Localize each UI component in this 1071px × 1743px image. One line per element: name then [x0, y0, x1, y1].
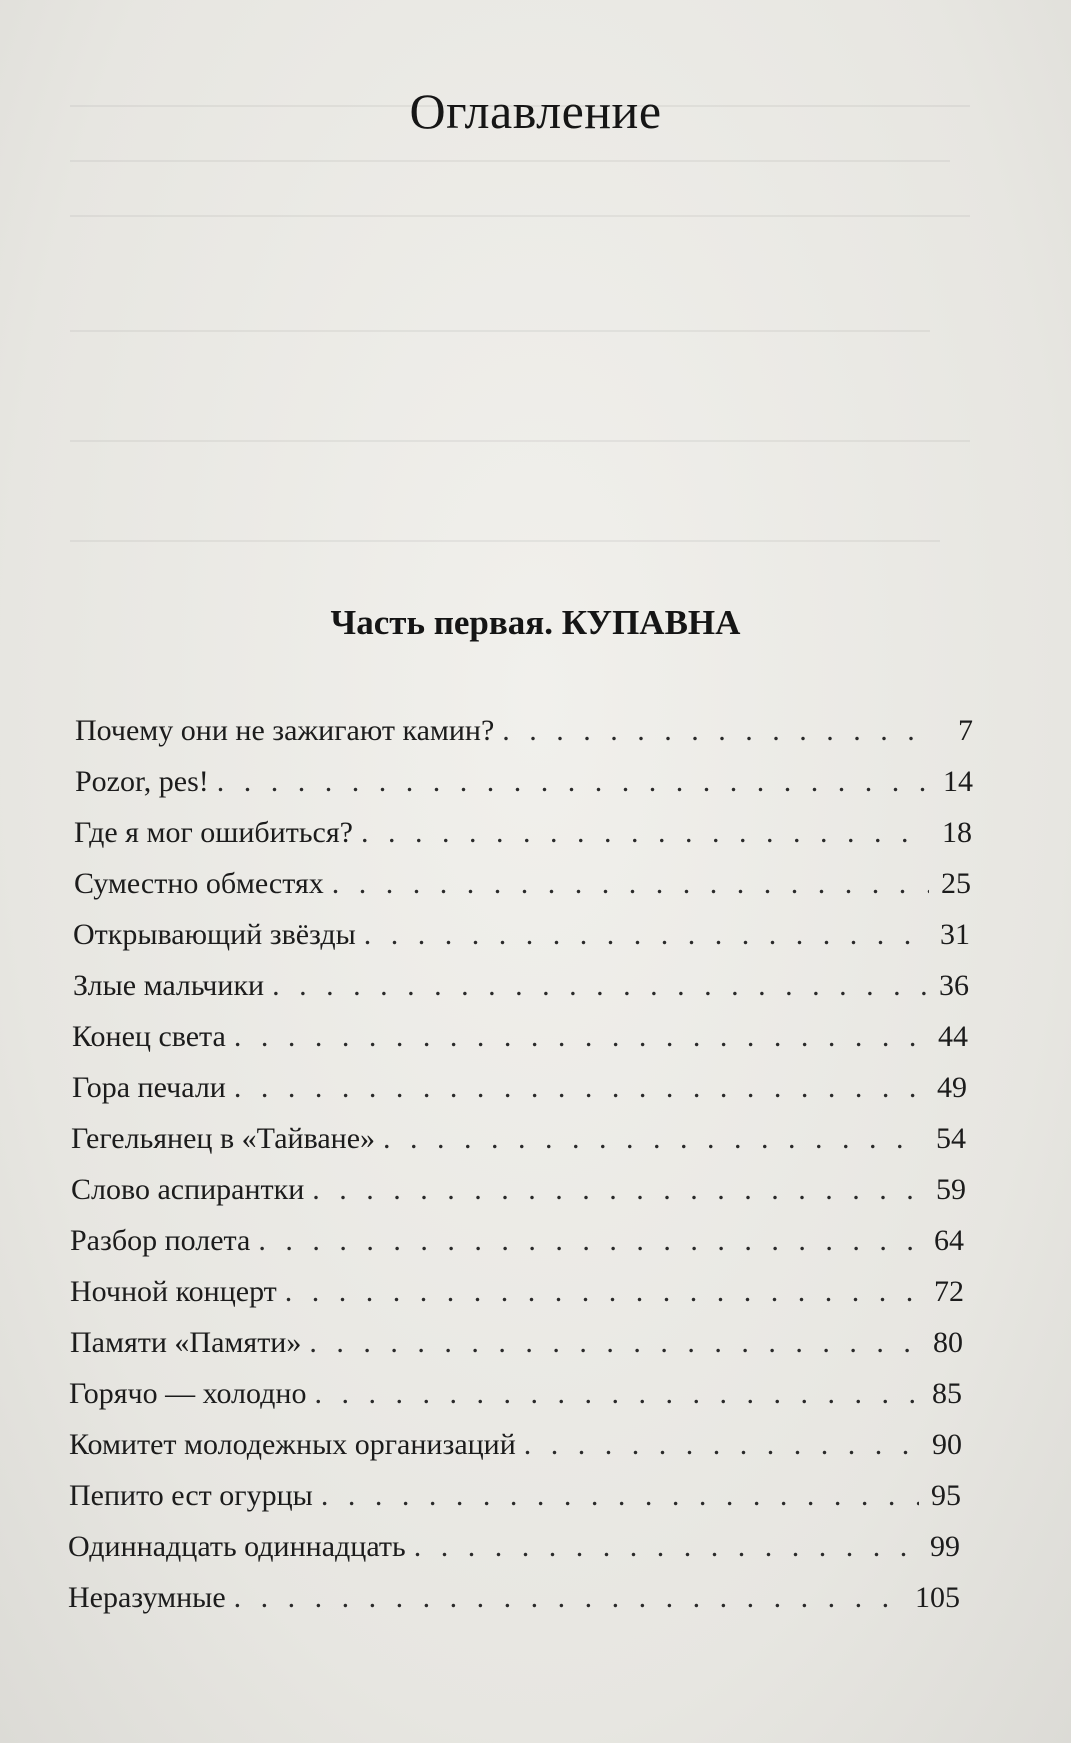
- toc-entry-page: 31: [940, 918, 970, 951]
- toc-entry-title: Пепито ест огурцы: [69, 1479, 313, 1512]
- toc-leader-dots: [502, 713, 931, 749]
- toc-leader-dots: [321, 1478, 919, 1514]
- toc-leader-dots: [234, 1070, 925, 1106]
- toc-entry: [68, 1580, 960, 1616]
- toc-entry: [72, 1019, 968, 1055]
- show-through-line: [70, 540, 940, 542]
- toc-entry: [74, 866, 971, 902]
- toc-entry-title: Одиннадцать одиннадцать: [68, 1530, 406, 1563]
- toc-entry-page: 18: [942, 816, 972, 849]
- toc-leader-dots: [309, 1325, 921, 1361]
- toc-entry: [75, 764, 973, 800]
- show-through-line: [70, 160, 950, 162]
- toc-leader-dots: [258, 1223, 922, 1259]
- toc-entry: [71, 1121, 966, 1157]
- toc-entry-page: 36: [939, 969, 969, 1002]
- toc-entry-page: 99: [930, 1530, 960, 1563]
- toc-entry-title: Неразумные: [68, 1581, 226, 1614]
- toc-entry-title: Почему они не зажигают камин?: [75, 714, 495, 747]
- toc-entry-page: 49: [937, 1071, 967, 1104]
- toc-entry-page: 14: [943, 765, 973, 798]
- toc-leader-dots: [312, 1172, 924, 1208]
- toc-leader-dots: [332, 866, 929, 902]
- toc-entry-page: 80: [933, 1326, 963, 1359]
- toc-leader-dots: [364, 917, 928, 953]
- toc-entry-page: 90: [932, 1428, 962, 1461]
- toc-leader-dots: [234, 1019, 926, 1055]
- toc-entry-title: Суместно обместях: [74, 867, 324, 900]
- toc-entry: [75, 713, 973, 749]
- toc-entry-title: Памяти «Памяти»: [70, 1326, 302, 1359]
- toc-entry-page: 95: [931, 1479, 961, 1512]
- show-through-line: [70, 215, 970, 217]
- toc-entry-page: 64: [934, 1224, 964, 1257]
- toc-leader-dots: [361, 815, 930, 851]
- toc-entry: [70, 1274, 964, 1310]
- show-through-line: [70, 440, 970, 442]
- toc-leader-dots: [414, 1529, 918, 1565]
- toc-entry-page: 105: [915, 1581, 960, 1614]
- toc-entry-title: Разбор полета: [70, 1224, 251, 1257]
- page-title: Оглавление: [409, 83, 662, 139]
- toc-entry: [73, 917, 970, 953]
- toc-leader-dots: [285, 1274, 922, 1310]
- toc-leader-dots: [383, 1121, 924, 1157]
- toc-leader-dots: [524, 1427, 920, 1463]
- toc-entry-title: Конец света: [72, 1020, 226, 1053]
- toc-entry-title: Pozor, pes!: [75, 765, 209, 798]
- toc-entry-page: 85: [932, 1377, 962, 1410]
- show-through-line: [70, 330, 930, 332]
- toc-entry-title: Где я мог ошибиться?: [74, 816, 353, 849]
- toc-entry: [69, 1427, 962, 1463]
- toc-entry: [71, 1172, 966, 1208]
- toc-leader-dots: [217, 764, 931, 800]
- toc-entry-title: Горячо — холодно: [69, 1377, 307, 1410]
- toc-entry-page: 72: [934, 1275, 964, 1308]
- toc-entry: [74, 815, 972, 851]
- toc-entry-page: 25: [941, 867, 971, 900]
- toc-entry: [69, 1478, 961, 1514]
- toc-entry: [73, 968, 969, 1004]
- toc-leader-dots: [234, 1580, 907, 1616]
- toc-entry-page: 54: [936, 1122, 966, 1155]
- toc-entry-title: Открывающий звёзды: [73, 918, 356, 951]
- toc-entry-title: Комитет молодежных организаций: [69, 1428, 516, 1461]
- toc-entry-title: Злые мальчики: [73, 969, 265, 1002]
- toc-entry: [72, 1070, 967, 1106]
- toc-entry-page: 7: [958, 714, 973, 747]
- part-title: Часть первая. КУПАВНА: [330, 603, 741, 642]
- toc-entry-title: Слово аспирантки: [71, 1173, 305, 1206]
- toc-entry-title: Ночной концерт: [70, 1275, 277, 1308]
- toc-leader-dots: [314, 1376, 920, 1412]
- toc-entry-page: 59: [936, 1173, 966, 1206]
- toc-entry: [70, 1325, 963, 1361]
- toc-entry: [69, 1376, 962, 1412]
- toc-entry-title: Гегельянец в «Тайване»: [71, 1122, 376, 1155]
- toc-entry-title: Гора печали: [72, 1071, 226, 1104]
- toc-entry: [70, 1223, 964, 1259]
- toc-entry: [68, 1529, 960, 1565]
- toc-leader-dots: [272, 968, 927, 1004]
- toc-entry-page: 44: [938, 1020, 968, 1053]
